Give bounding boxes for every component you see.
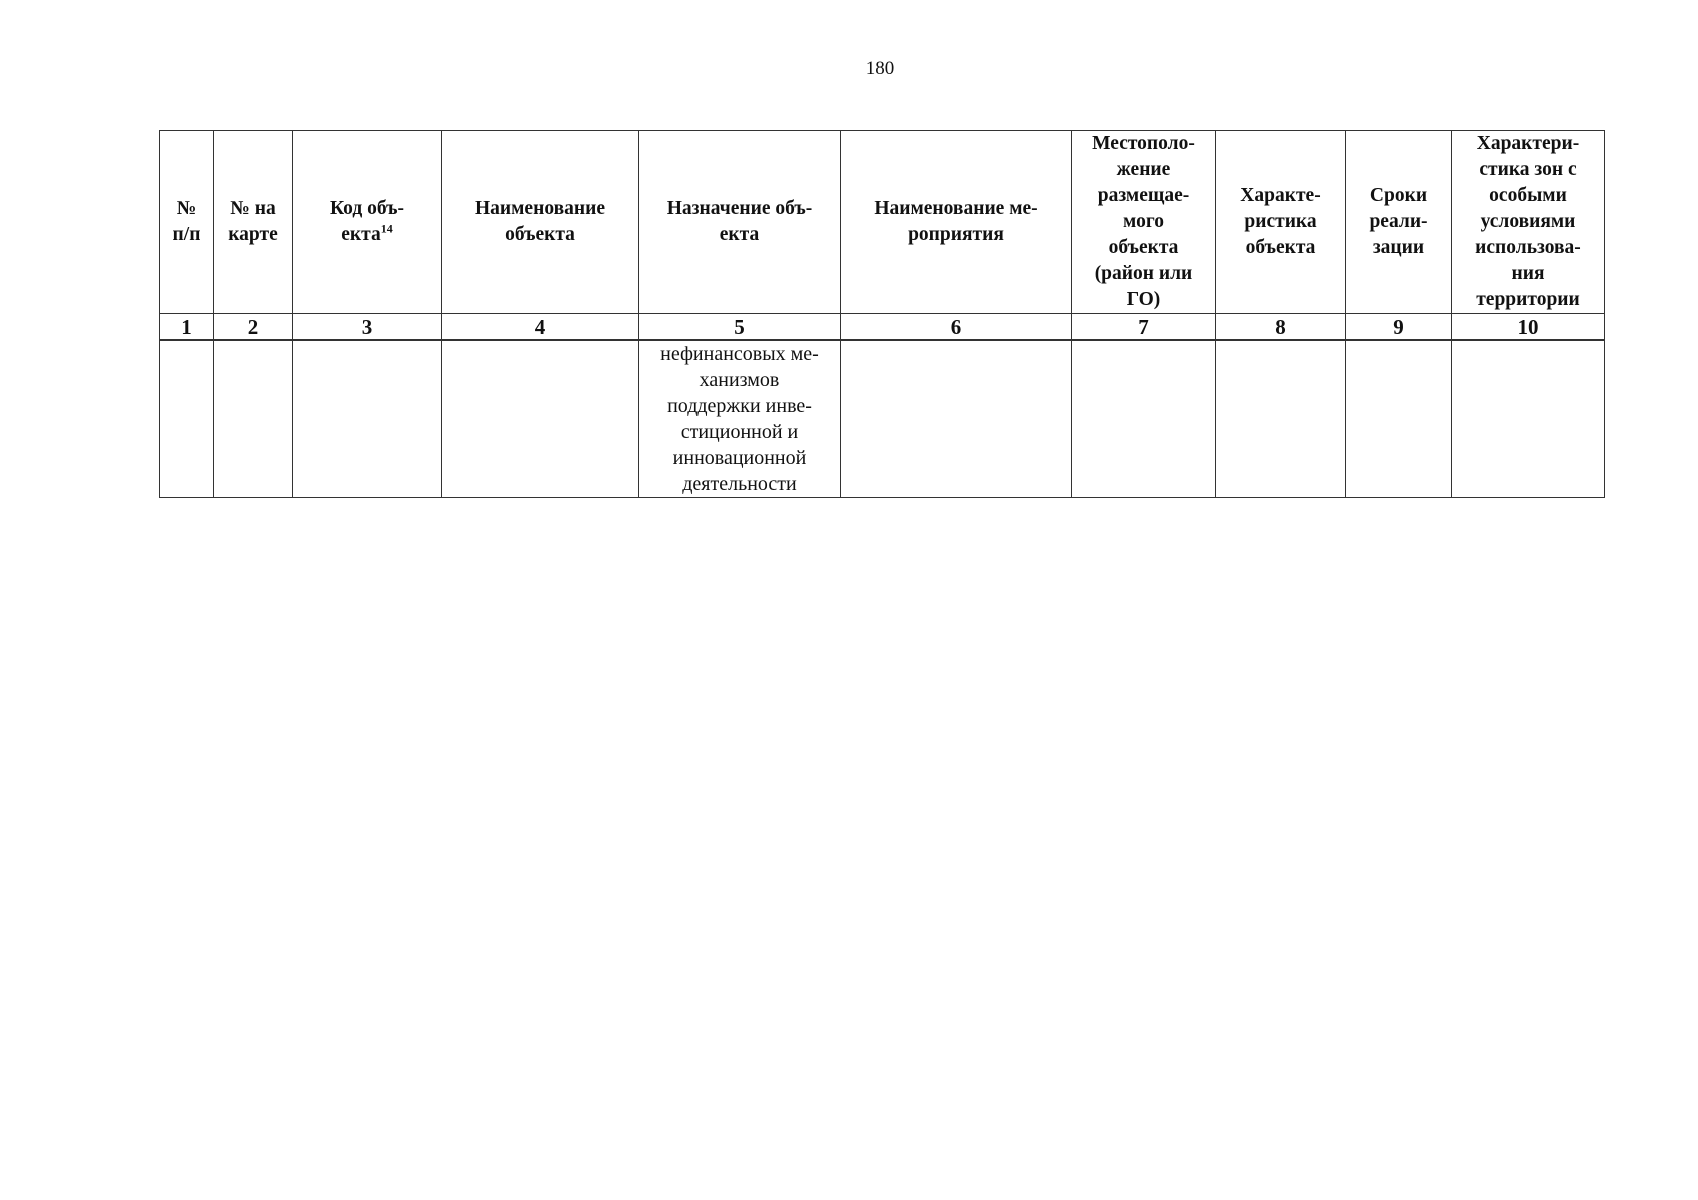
page-number: 180 <box>865 58 895 79</box>
header-cell-row-number: № п/п <box>160 131 214 314</box>
table-cell <box>841 340 1072 498</box>
column-number: 9 <box>1346 314 1452 341</box>
column-number: 2 <box>214 314 293 341</box>
column-number: 4 <box>442 314 639 341</box>
header-cell-location: Местополо- жение размещае- мого объекта (район или ГО) <box>1072 131 1216 314</box>
table-cell <box>293 340 442 498</box>
table-cell <box>160 340 214 498</box>
object-code-label: Код объ- екта <box>330 198 404 245</box>
column-number-row <box>160 314 1605 341</box>
column-number: 8 <box>1216 314 1346 341</box>
header-cell-map-number: № на карте <box>214 131 293 314</box>
column-number: 1 <box>160 314 214 341</box>
column-number: 7 <box>1072 314 1216 341</box>
column-number: 10 <box>1452 314 1605 341</box>
footnote-mark: 14 <box>380 221 393 236</box>
data-table <box>159 130 1605 498</box>
column-number: 3 <box>293 314 442 341</box>
column-number: 6 <box>841 314 1072 341</box>
table-cell <box>214 340 293 498</box>
header-cell-activity-name: Наименование ме- роприятия <box>841 131 1072 314</box>
table-row <box>160 340 1605 498</box>
table-cell: нефинансовых ме- ханизмов поддержки инве- стиционной и инновационной деятельности <box>639 340 841 498</box>
header-cell-special-zones: Характери- стика зон с особыми условиями использова- ния территории <box>1452 131 1605 314</box>
table-cell <box>1216 340 1346 498</box>
table-header-row <box>160 131 1605 314</box>
header-cell-characteristics: Характе- ристика объекта <box>1216 131 1346 314</box>
table-cell <box>1452 340 1605 498</box>
column-number: 5 <box>639 314 841 341</box>
table-cell <box>442 340 639 498</box>
header-cell-timeline: Сроки реали- зации <box>1346 131 1452 314</box>
header-cell-object-code <box>293 131 442 314</box>
header-cell-object-name: Наименование объекта <box>442 131 639 314</box>
table-cell <box>1072 340 1216 498</box>
header-cell-object-purpose: Назначение объ- екта <box>639 131 841 314</box>
table-cell <box>1346 340 1452 498</box>
